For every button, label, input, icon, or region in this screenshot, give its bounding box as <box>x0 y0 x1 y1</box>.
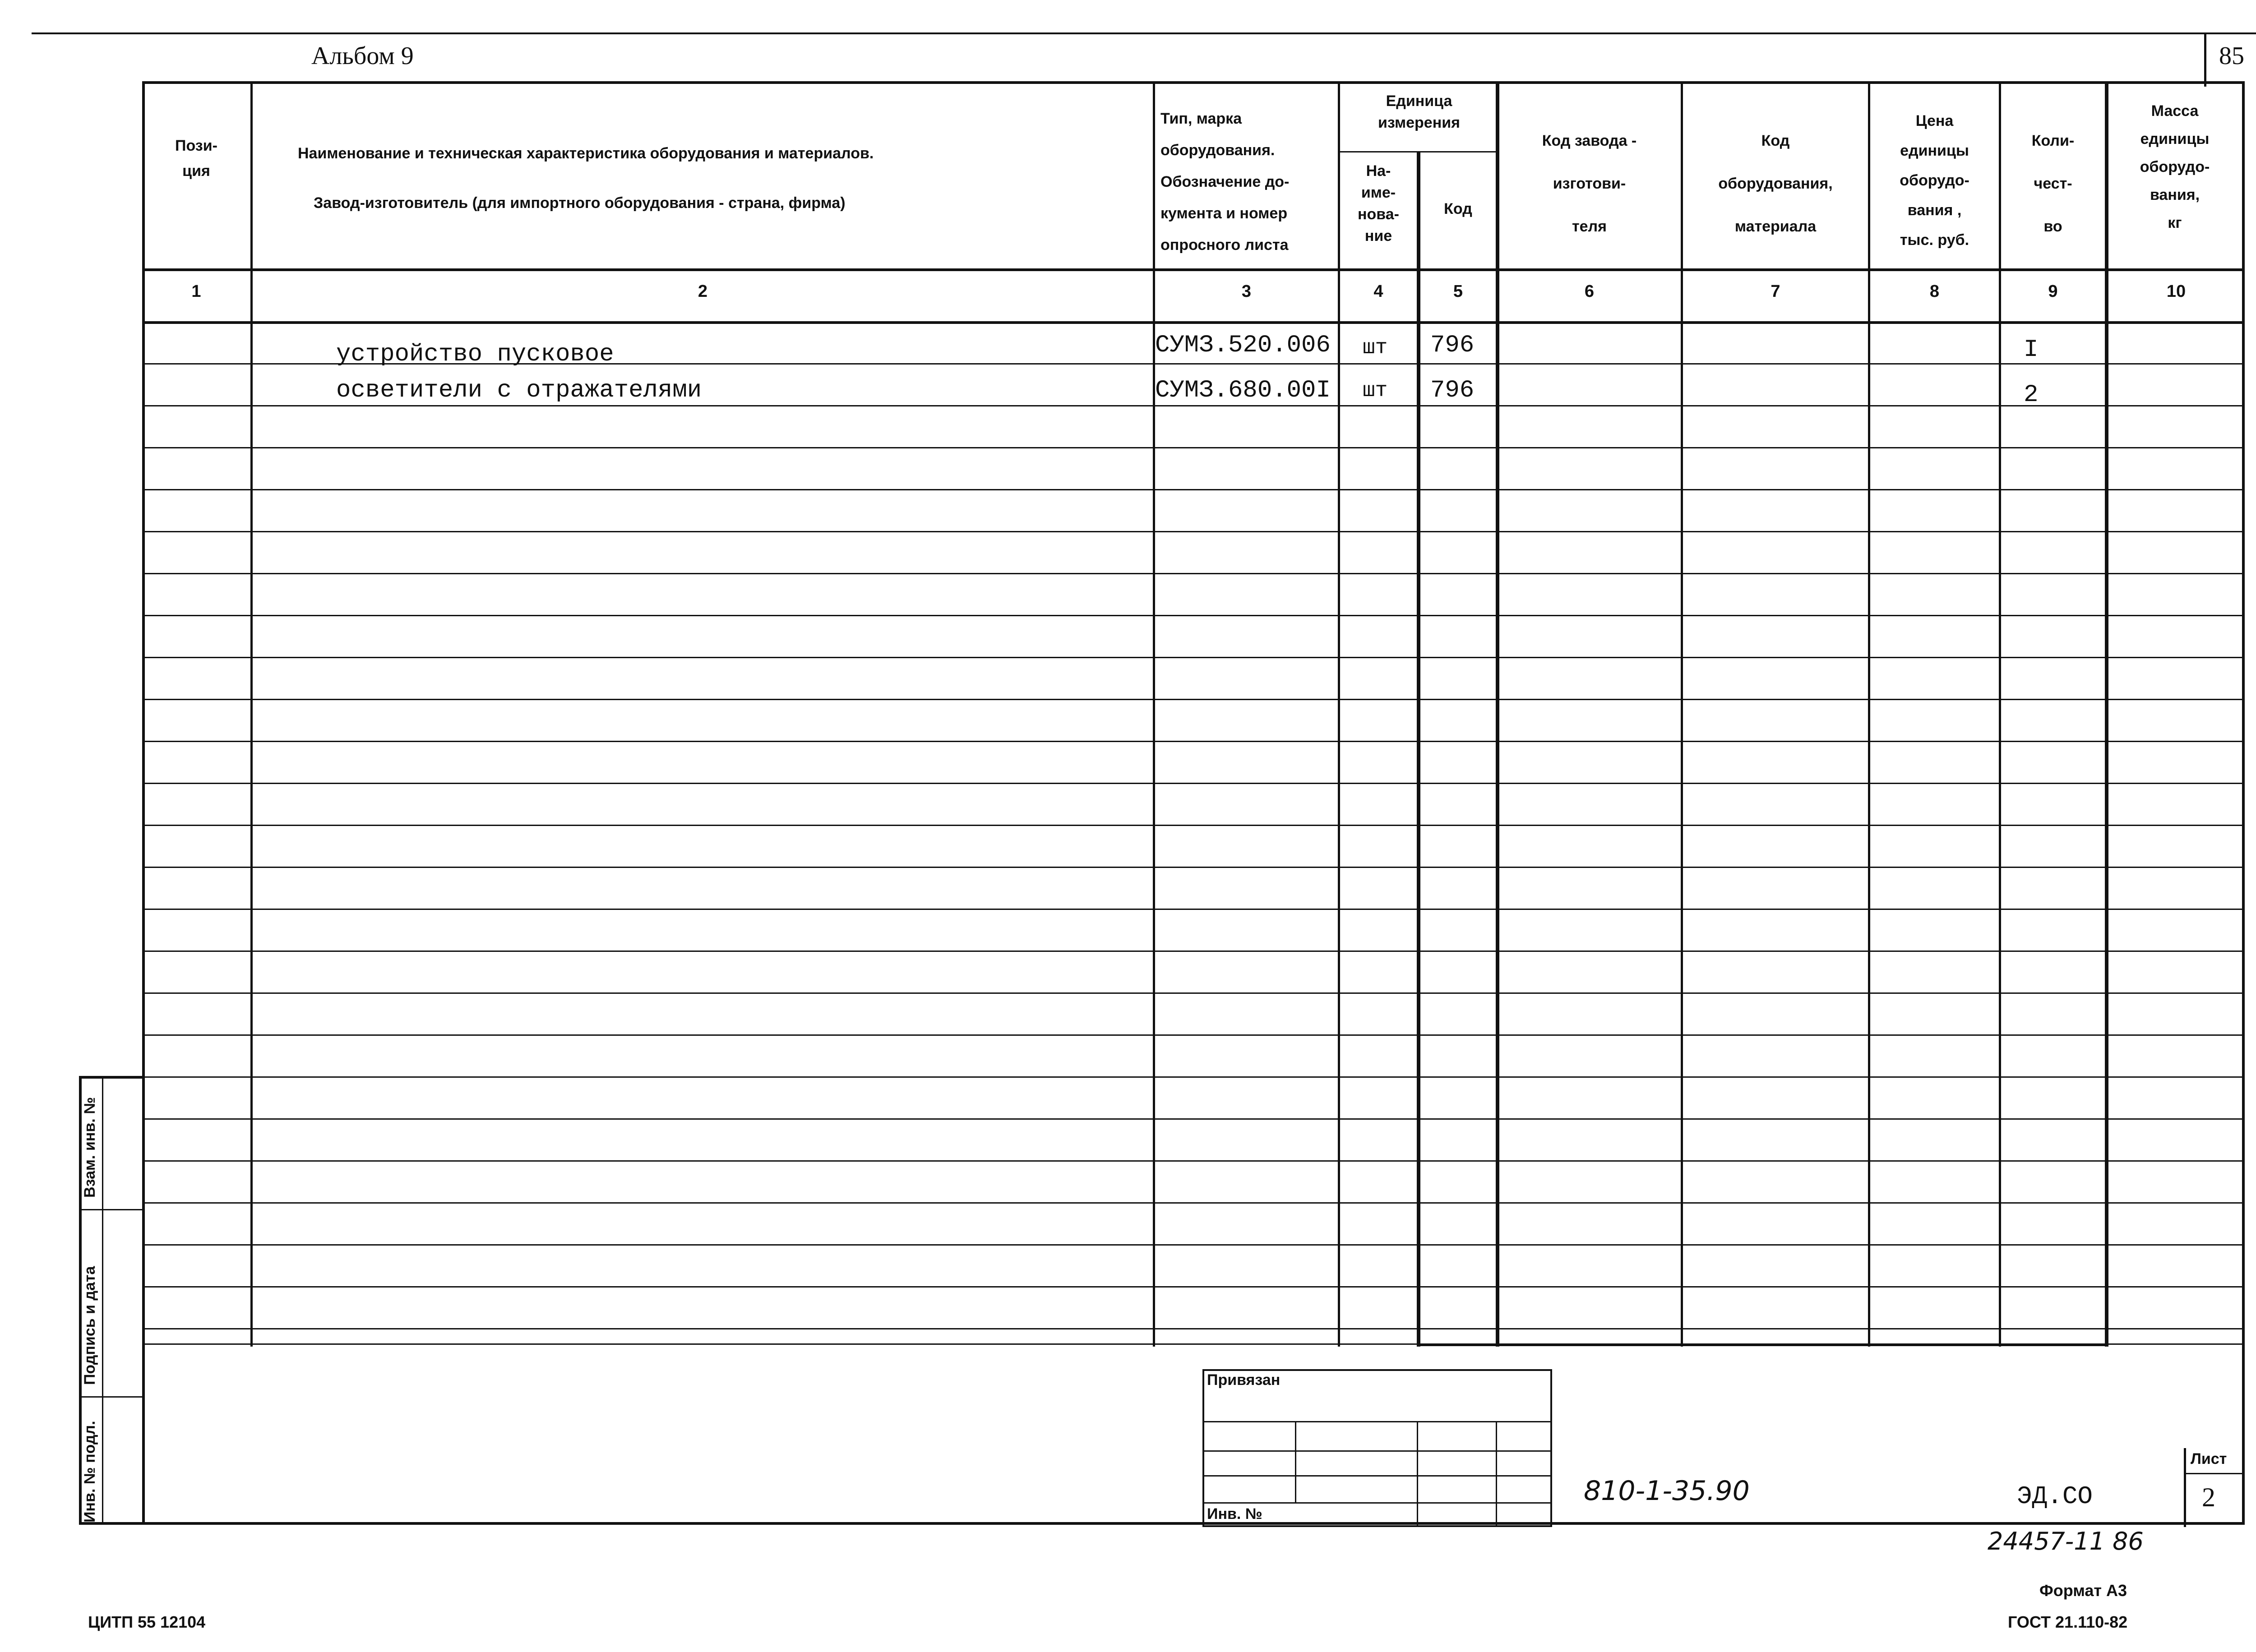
table-row-line <box>142 909 2245 910</box>
colnum-4: 4 <box>1373 282 1383 301</box>
header-unit-group-line2: измерения <box>1378 114 1460 131</box>
side-stamp-div2 <box>79 1396 145 1398</box>
table-row-line <box>142 615 2245 616</box>
row1-unit: шт <box>1363 336 1388 360</box>
header-col4-line1: На- <box>1366 162 1391 180</box>
handwritten-number: 24457-11 86 <box>1988 1527 2144 1555</box>
colnum-2: 2 <box>698 282 708 301</box>
page-number: 85 <box>2219 42 2244 70</box>
table-row-line <box>142 573 2245 574</box>
table-row-line <box>142 992 2245 994</box>
row1-name: устройство пусковое <box>336 341 614 368</box>
header-col8-line5: тыс. руб. <box>1900 231 1969 249</box>
table-row-line <box>142 1034 2245 1036</box>
colnum-9: 9 <box>2048 282 2058 301</box>
row2-code: 796 <box>1430 377 1475 404</box>
header-col3-line3: Обозначение до- <box>1160 173 1290 190</box>
col-line-2 <box>1153 81 1155 1347</box>
table-row-line <box>142 1118 2245 1120</box>
doc-mark: ЭД.СО <box>2017 1482 2093 1511</box>
header-col2 <box>298 129 1146 228</box>
footer-left: ЦИТП 55 12104 <box>88 1613 206 1631</box>
header-unit-group-line1: Единица <box>1386 92 1452 110</box>
header-col2-line1: Наименование и техническая характеристика оборудования и материалов. <box>298 145 874 162</box>
header-col4-line2: име- <box>1361 184 1396 201</box>
side-stamp-div1 <box>79 1209 145 1210</box>
header-col3 <box>1160 103 1336 261</box>
table-row-line <box>142 531 2245 532</box>
title-block-line3 <box>1202 1475 1552 1477</box>
page-number-box-line <box>2204 32 2206 87</box>
table-row-line <box>142 447 2245 448</box>
header-col9 <box>2001 120 2105 248</box>
footer-format: Формат А3 <box>2039 1581 2127 1600</box>
colnum-6: 6 <box>1584 282 1595 301</box>
header-col10-line1: Масса <box>2151 102 2199 120</box>
colnum-3: 3 <box>1241 282 1252 301</box>
header-col7-line3: материала <box>1734 218 1817 235</box>
title-block-col3 <box>1496 1421 1497 1527</box>
table-row-line <box>142 1076 2245 1078</box>
title-block-line4 <box>1202 1502 1552 1504</box>
row2-name: осветители с отражателями <box>336 377 702 404</box>
side-inv-podl-label: Инв. № подл. <box>81 1421 98 1523</box>
side-podpis-label: Подпись и дата <box>81 1266 98 1385</box>
header-col10-line4: вания, <box>2150 186 2200 203</box>
colnum-1: 1 <box>191 282 201 301</box>
header-col7-line1: Код <box>1761 132 1790 149</box>
sheet-box-left <box>2184 1448 2186 1527</box>
row2-qty: 2 <box>2024 381 2039 409</box>
col-line-8 <box>1999 81 2001 1347</box>
table-row-line <box>142 699 2245 700</box>
row2-unit: шт <box>1363 379 1388 402</box>
col-line-6 <box>1681 81 1683 1347</box>
title-block-col1 <box>1295 1421 1296 1502</box>
header-col5: Код <box>1444 200 1472 217</box>
table-body-bottom-line <box>142 1343 2245 1345</box>
header-col6-line3: теля <box>1572 218 1607 235</box>
col-line-9 <box>2105 81 2108 1347</box>
sheet-label: Лист <box>2191 1450 2227 1467</box>
doc-code: 810-1-35.90 <box>1584 1475 1750 1507</box>
table-row-line <box>142 1328 2245 1329</box>
table-row-line <box>142 867 2245 868</box>
col-line-1 <box>250 81 253 1347</box>
table-row-line <box>142 1202 2245 1204</box>
row2-doc: СУМЗ.680.00I <box>1155 377 1331 404</box>
col-line-3 <box>1338 81 1340 1347</box>
colnum-7: 7 <box>1771 282 1780 301</box>
footer-gost: ГОСТ 21.110-82 <box>2008 1613 2128 1631</box>
header-col6 <box>1498 120 1681 248</box>
table-row-line <box>142 1286 2245 1287</box>
table-row-line <box>142 825 2245 826</box>
header-col9-line1: Коли- <box>2031 132 2075 149</box>
header-col9-line3: во <box>2043 218 2062 235</box>
title-block-line2 <box>1202 1450 1552 1452</box>
header-col3-line2: оборудования. <box>1160 142 1275 159</box>
header-col8 <box>1870 106 1999 255</box>
header-col9-line2: чест- <box>2034 175 2072 192</box>
col-line-4 <box>1417 151 1420 1347</box>
colnum-10: 10 <box>2166 282 2186 301</box>
header-col3-line4: кумента и номер <box>1160 205 1288 222</box>
header-col4-line4: ние <box>1364 227 1392 245</box>
table-row-line <box>142 657 2245 658</box>
header-col4 <box>1340 160 1417 247</box>
table-row-line <box>142 1160 2245 1162</box>
title-block-line1 <box>1202 1421 1552 1422</box>
header-col8-line2: единицы <box>1900 142 1969 159</box>
row1-code: 796 <box>1430 332 1475 359</box>
side-vzam-label: Взам. инв. № <box>81 1097 98 1198</box>
title-block-col2 <box>1417 1421 1418 1527</box>
header-col10-line3: оборудо- <box>2140 158 2210 175</box>
inv-no-label: Инв. № <box>1207 1505 1262 1523</box>
table-row-line <box>142 951 2245 952</box>
row1-doc: СУМЗ.520.006 <box>1155 332 1331 359</box>
table-row-line <box>142 783 2245 784</box>
header-col1 <box>142 133 250 184</box>
header-col1-line2: ция <box>182 162 210 180</box>
side-stamp-col <box>102 1076 103 1525</box>
sheet-box-line <box>2184 1473 2245 1474</box>
header-col1-line1: Пози- <box>175 137 217 154</box>
header-col10-line2: единицы <box>2140 130 2210 148</box>
header-col7-line2: оборудования, <box>1718 175 1833 192</box>
row1-qty: I <box>2024 336 2039 364</box>
header-col2-line2: Завод-изготовитель (для импортного оборудования - страна, фирма) <box>314 194 846 212</box>
col-line-5 <box>1496 81 1499 1347</box>
header-col4-line3: нова- <box>1358 206 1399 223</box>
header-unit-group <box>1340 90 1498 134</box>
table-row-line <box>142 489 2245 490</box>
table-row-line <box>142 405 2245 406</box>
header-col8-line4: вания , <box>1907 202 1962 219</box>
header-col6-line1: Код завода - <box>1542 132 1637 149</box>
colnum-8: 8 <box>1929 282 1940 301</box>
header-col7 <box>1683 120 1868 248</box>
top-rule <box>32 32 2256 34</box>
album-label: Альбом 9 <box>311 42 414 70</box>
header-bottom-line <box>142 268 2245 271</box>
colnum-5: 5 <box>1453 282 1463 301</box>
header-col3-line5: опросного листа <box>1160 236 1289 254</box>
sheet-number: 2 <box>2202 1482 2215 1512</box>
col-line-7 <box>1868 81 1870 1347</box>
privyazan-label: Привязан <box>1207 1371 1281 1389</box>
header-col3-line1: Тип, марка <box>1160 110 1242 127</box>
table-row-line <box>142 1244 2245 1246</box>
header-col10 <box>2107 97 2242 237</box>
table-row-line <box>142 741 2245 742</box>
header-col10-line5: кг <box>2168 214 2182 231</box>
header-col6-line2: изготови- <box>1553 175 1626 192</box>
header-col8-line3: оборудо- <box>1900 172 1969 189</box>
header-col8-line1: Цена <box>1915 112 1954 129</box>
number-row-bottom-line <box>142 321 2245 324</box>
